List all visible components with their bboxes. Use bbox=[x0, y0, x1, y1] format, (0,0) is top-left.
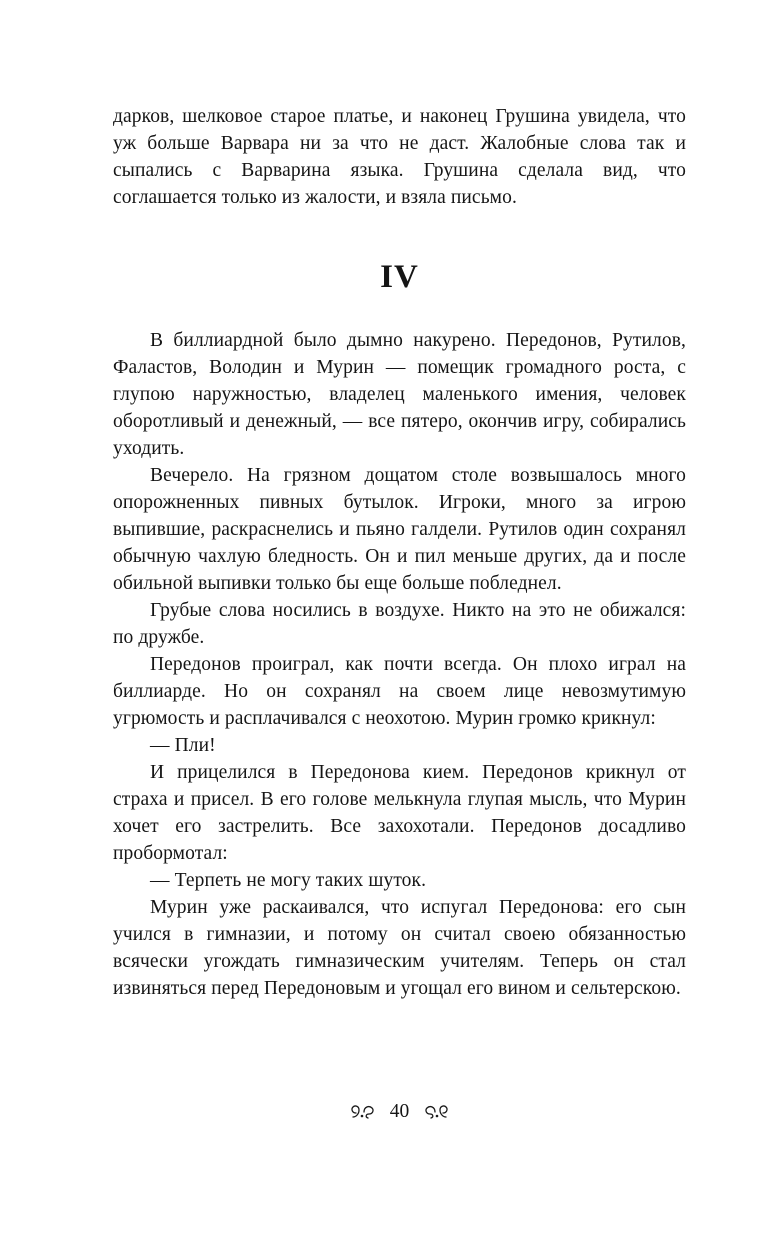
paragraph: Вечерело. На грязном дощатом столе возвышалось много опорожненных пивных бутылок. Игроки, много за игрою выпившие, раскраснелись и пьяно галдели. Рутилов один сохранял обычную чахлую бледность. Он и пил меньше других, да и после обильной выпивки только бы еще больше побледнел. bbox=[113, 465, 686, 594]
dialogue-paragraph: — Пли! bbox=[150, 735, 216, 756]
fleuron-right-icon bbox=[423, 1104, 449, 1120]
intro-paragraph: дарков, шелковое старое платье, и наконец Грушина увидела, что уж больше Варвара ни за что не даст. Жалобные слова так и сыпались с Варварина языка. Грушина сделала вид, что соглашается только из жалости, и взяла письмо. bbox=[113, 106, 686, 208]
paragraph: И прицелился в Передонова кием. Передонов крикнул от страха и присел. В его голове мелькнула глупая мысль, что Мурин хочет его застрелить. Все захохотали. Передонов досадливо пробормотал: bbox=[113, 762, 686, 864]
dialogue-paragraph: — Терпеть не могу таких шуток. bbox=[150, 870, 427, 891]
paragraph: В биллиардной было дымно накурено. Передонов, Рутилов, Фаластов, Володин и Мурин — помещик громадного роста, с глупою наружностью, владелец маленького имения, человек оборотливый и денежный, — все пятеро, окончив игру, собирались уходить. bbox=[113, 330, 686, 459]
text-block bbox=[113, 103, 686, 1002]
paragraph: Грубые слова носились в воздухе. Никто на это не обижался: по дружбе. bbox=[113, 600, 686, 648]
page-footer bbox=[113, 1100, 686, 1124]
page-number: 40 bbox=[389, 1101, 410, 1122]
paragraph: Передонов проиграл, как почти всегда. Он плохо играл на биллиарде. Но он сохранял на своем лице невозмутимую угрюмость и расплачивался с неохотою. Мурин громко крикнул: bbox=[113, 654, 686, 729]
paragraph: Мурин уже раскаивался, что испугал Передонова: его сын учился в гимназии, и потому он считал своею обязанностью всячески угождать гимназическим учителям. Теперь он стал извиняться перед Передоновым и угощал его вином и сельтерскою. bbox=[113, 897, 686, 999]
chapter-heading: IV bbox=[380, 259, 419, 295]
fleuron-left-icon bbox=[350, 1104, 376, 1120]
